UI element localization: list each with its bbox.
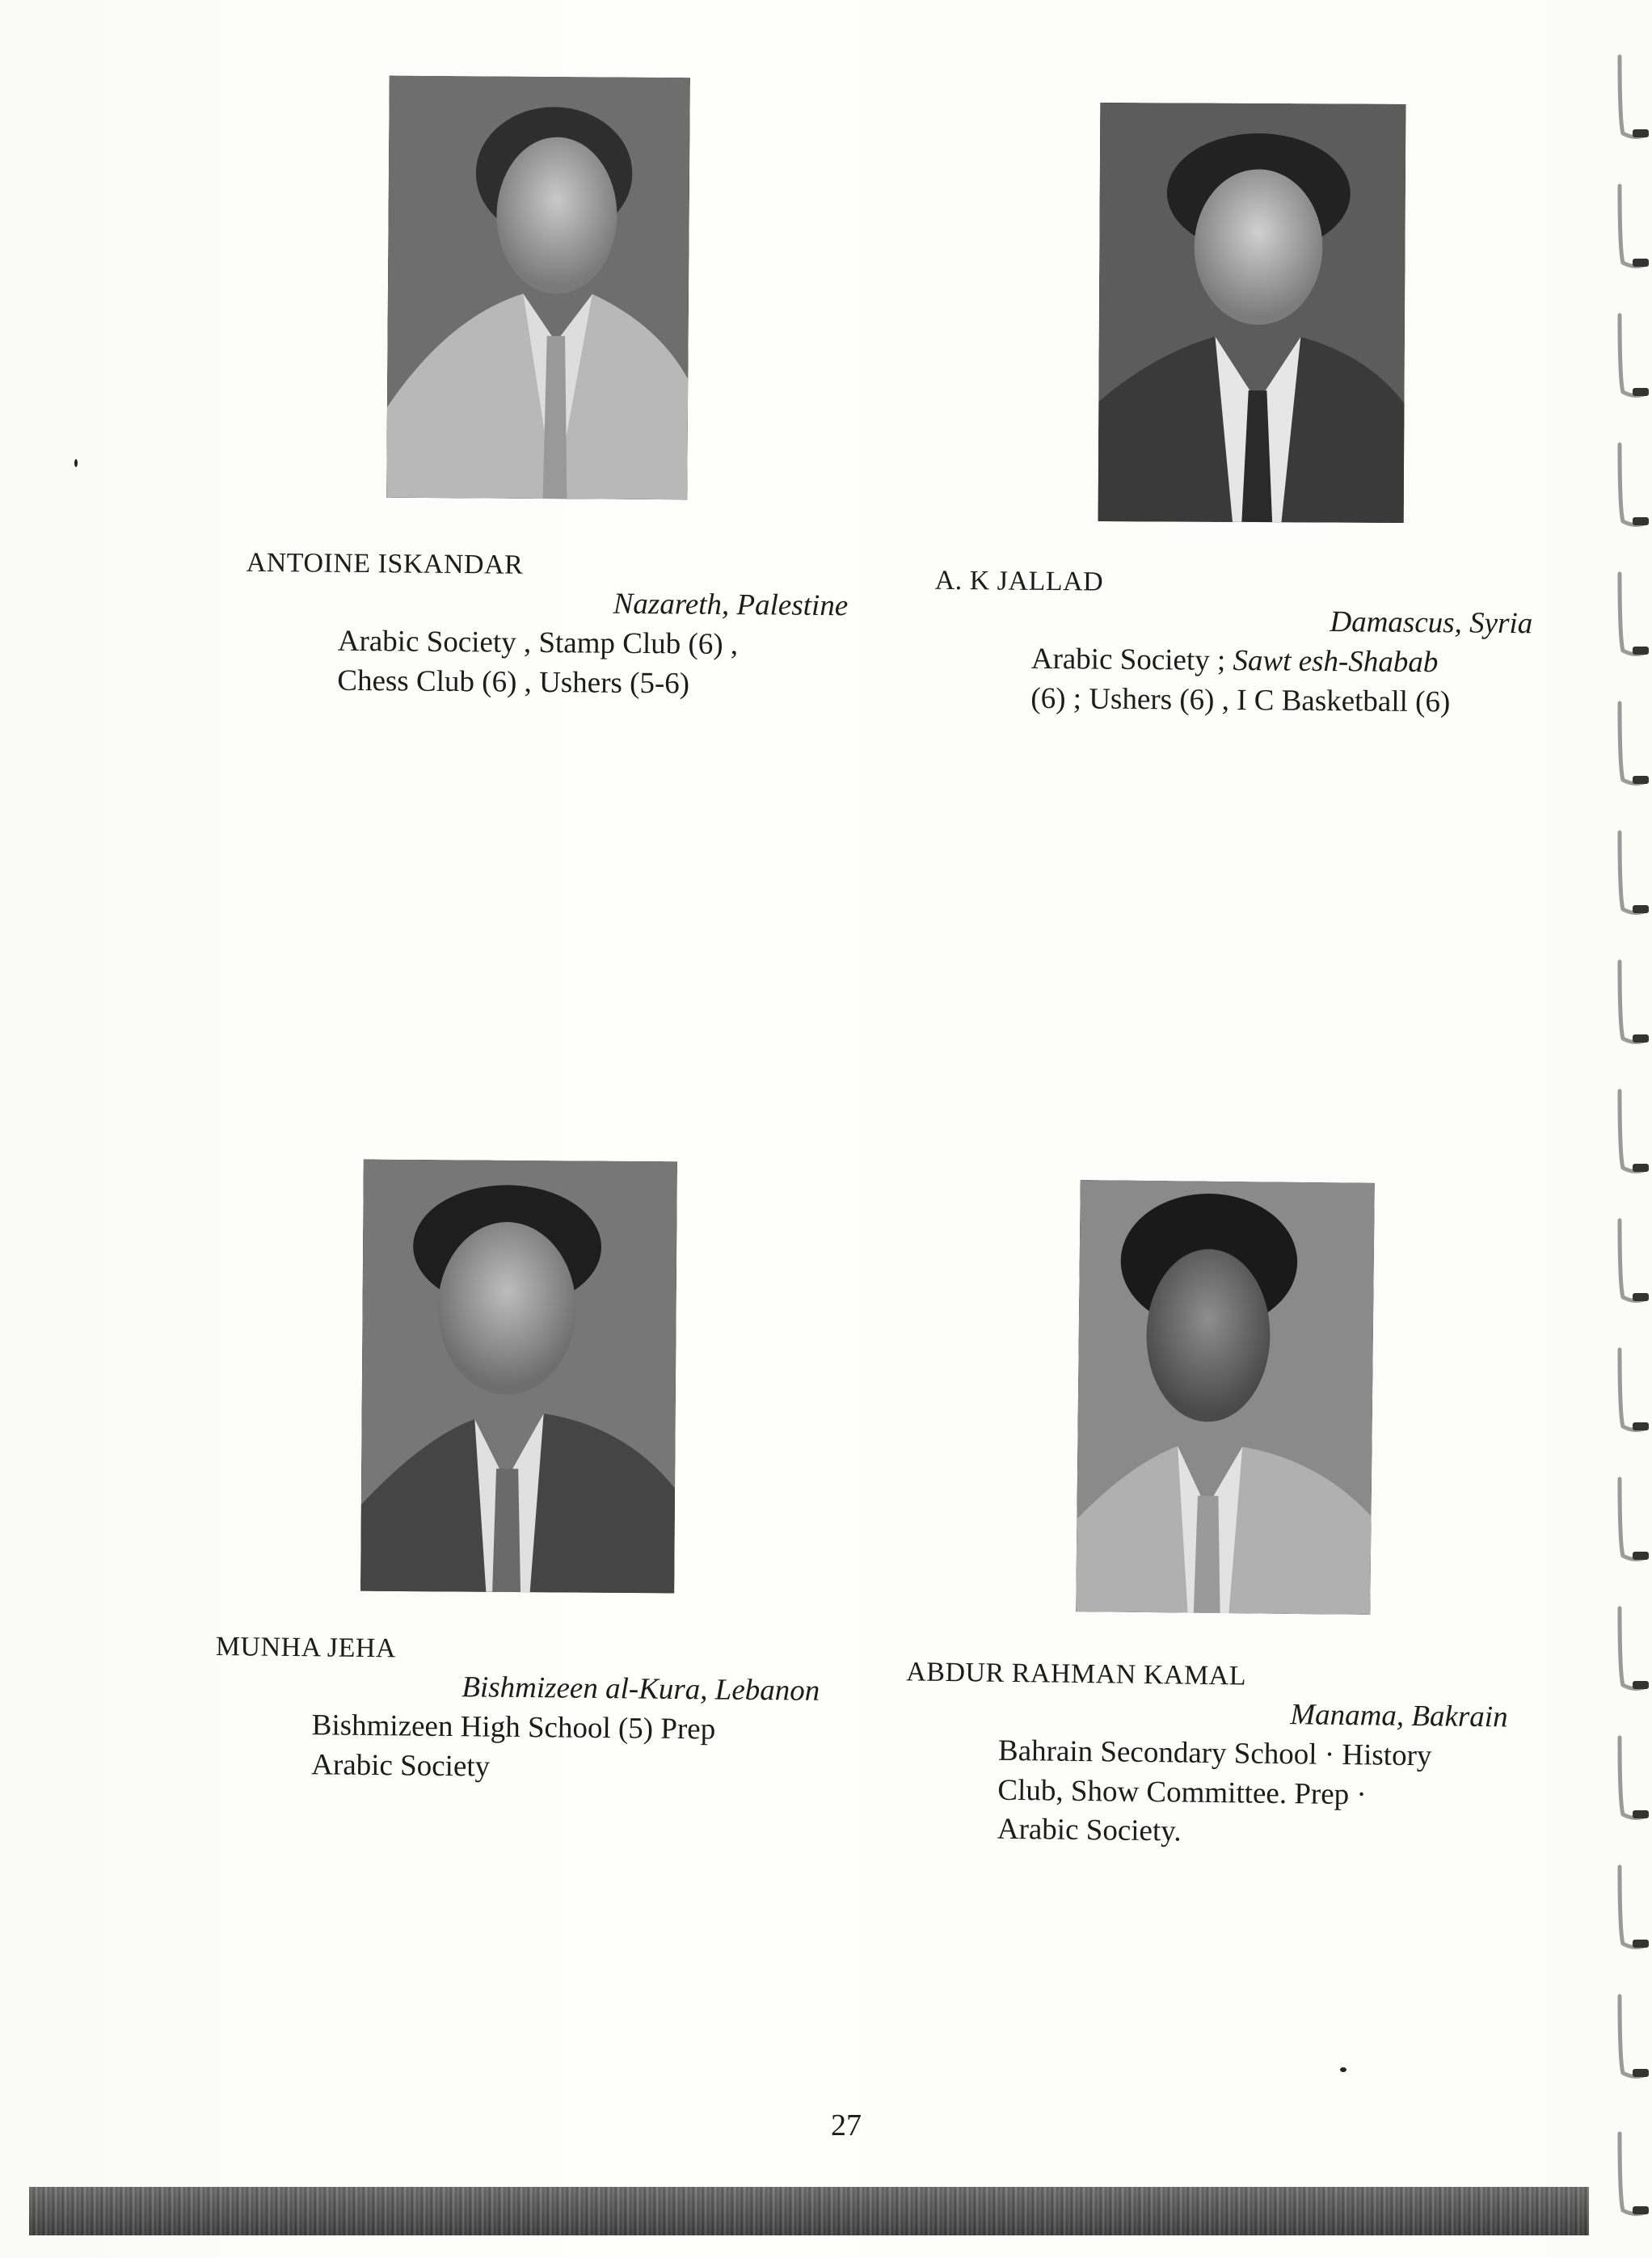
page-number: 27 [831, 2108, 862, 2142]
portrait-photo-a-k-jallad [1098, 103, 1406, 523]
scan-edge-strip [29, 2187, 1589, 2235]
student-name: ANTOINE ISKANDAR [246, 547, 524, 580]
student-entry-munha-jeha [214, 1629, 830, 1790]
activities-text: (6) ; Ushers (6) , I C Basketball (6) [1030, 681, 1451, 718]
spiral-binding-icon [1555, 0, 1652, 2258]
student-name: A. K JALLAD [934, 565, 1104, 597]
portrait-photo-icon [1076, 1180, 1375, 1615]
student-entry-antoine-iskandar [245, 546, 849, 706]
student-hometown: Nazareth, Palestine [613, 587, 849, 623]
student-activities: Bahrain Secondary School · History Club, Show Committee. Prep · Arabic Society. [997, 1734, 1432, 1848]
student-hometown: Bishmizeen al-Kura, Lebanon [461, 1670, 820, 1708]
activities-italic-text: Sawt esh-Shabab [1233, 643, 1439, 679]
student-entry-abdur-rahman-kamal [904, 1654, 1521, 1856]
student-name: MUNHA JEHA [215, 1632, 397, 1664]
student-hometown: Damascus, Syria [1330, 605, 1533, 641]
student-entry-a-k-jallad [933, 563, 1533, 723]
student-hometown: Manama, Bakrain [1290, 1698, 1508, 1734]
student-activities: Arabic Society , Stamp Club (6) , Chess Club (6) , Ushers (5-6) [337, 624, 739, 701]
portrait-photo-antoine-iskandar [386, 76, 690, 500]
portrait-photo-icon [1098, 103, 1406, 523]
activities-text: Arabic Society ; [1030, 642, 1233, 677]
student-activities [933, 638, 1549, 722]
portrait-photo-abdur-rahman-kamal [1076, 1180, 1375, 1615]
portrait-photo-icon [360, 1160, 677, 1594]
spiral-binding [1555, 0, 1652, 2258]
ink-speck [1340, 2067, 1346, 2072]
portrait-photo-icon [386, 76, 690, 500]
student-activities: Bishmizeen High School (5) Prep Arabic Society [311, 1708, 716, 1784]
ink-speck [74, 459, 78, 467]
student-name: ABDUR RAHMAN KAMAL [906, 1657, 1247, 1691]
portrait-photo-munha-jeha [360, 1160, 677, 1594]
